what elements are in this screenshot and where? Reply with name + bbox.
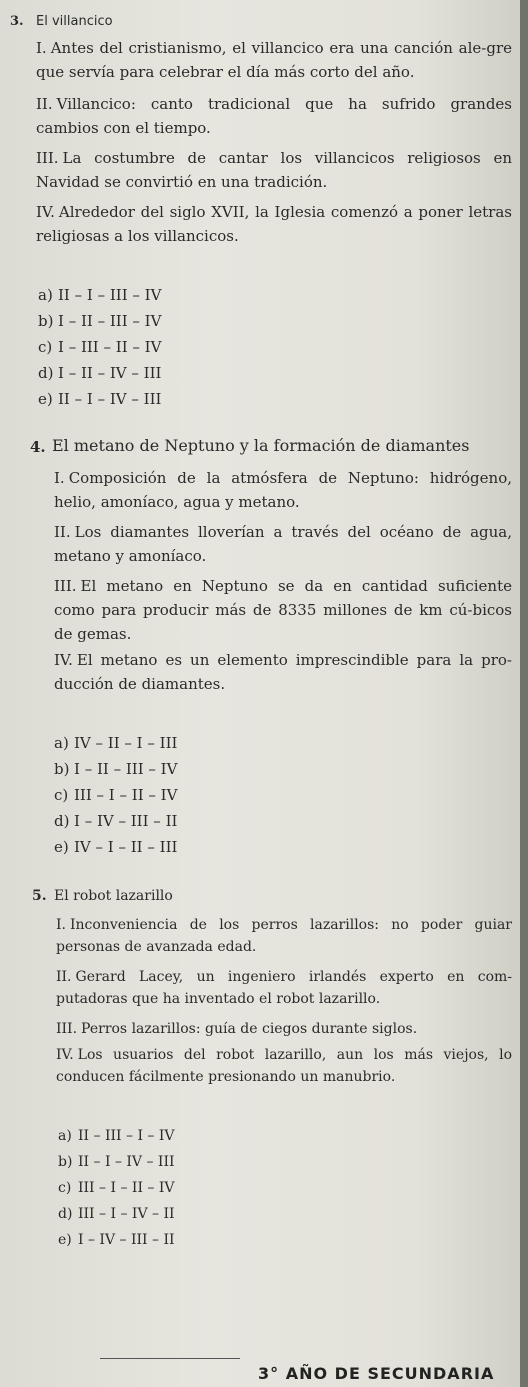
footer-divider [100, 1358, 240, 1359]
statement-2: II. Gerard Lacey, un ingeniero irlandés experto en com-putadoras que ha inventado el robot lazarillo. [56, 969, 512, 1007]
statement-2: II. Los diamantes lloverían a través del océano de agua, metano y amoníaco. [54, 523, 512, 565]
question-number: 3. [10, 14, 24, 29]
option-e[interactable]: e) IV – I – II – III [54, 838, 178, 856]
option-b[interactable]: b) II – I – IV – III [58, 1154, 175, 1170]
statement-3: III. La costumbre de cantar los villancicos religiosos en Navidad se convirtió en una tradición. [36, 149, 512, 191]
option-c[interactable]: c) III – I – II – IV [58, 1180, 175, 1196]
statement-4: IV. Alrededor del siglo XVII, la Iglesia comenzó a poner letras religiosas a los villancicos. [36, 203, 512, 245]
option-d[interactable]: d) I – IV – III – II [54, 812, 178, 830]
option-d[interactable]: d) III – I – IV – II [58, 1206, 175, 1222]
statement-1: I. Composición de la atmósfera de Neptuno: hidrógeno, helio, amoníaco, agua y metano. [54, 469, 512, 511]
option-d[interactable]: d) I – II – IV – III [38, 364, 162, 382]
option-c[interactable]: c) III – I – II – IV [54, 786, 178, 804]
statement-3: III. Perros lazarillos: guía de ciegos durante siglos. [56, 1021, 418, 1037]
option-e[interactable]: e) II – I – IV – III [38, 390, 162, 408]
statement-2: II. Villancico: canto tradicional que ha sufrido grandes cambios con el tiempo. [36, 95, 512, 137]
question-number: 4. [30, 438, 46, 456]
option-a[interactable]: a) II – III – I – IV [58, 1128, 175, 1144]
statement-1: I. Antes del cristianismo, el villancico era una canción ale-gre que servía para celebrar el día más corto del año. [36, 39, 512, 81]
page-edge-shadow [520, 0, 528, 1387]
option-e[interactable]: e) I – IV – III – II [58, 1232, 175, 1248]
question-title: El metano de Neptuno y la formación de diamantes [52, 436, 470, 455]
question-number: 5. [32, 888, 47, 904]
option-b[interactable]: b) I – II – III – IV [38, 312, 162, 330]
option-a[interactable]: a) IV – II – I – III [54, 734, 178, 752]
option-b[interactable]: b) I – II – III – IV [54, 760, 178, 778]
statement-1: I. Inconveniencia de los perros lazarillos: no poder guiar personas de avanzada edad. [56, 917, 512, 955]
statement-4: IV. Los usuarios del robot lazarillo, aun los más viejos, lo conducen fácilmente presionando un manubrio. [56, 1047, 512, 1085]
question-title: El robot lazarillo [54, 888, 173, 904]
option-a[interactable]: a) II – I – III – IV [38, 286, 162, 304]
statement-3: III. El metano en Neptuno se da en cantidad suficiente como para producir más de 8335 millones de km cú-bicos de gemas. [54, 577, 512, 643]
question-title: El villancico [36, 14, 113, 29]
footer-grade-label: 3° AÑO DE SECUNDARIA [258, 1364, 495, 1383]
statement-4: IV. El metano es un elemento imprescindible para la pro-ducción de diamantes. [54, 651, 512, 693]
option-c[interactable]: c) I – III – II – IV [38, 338, 162, 356]
